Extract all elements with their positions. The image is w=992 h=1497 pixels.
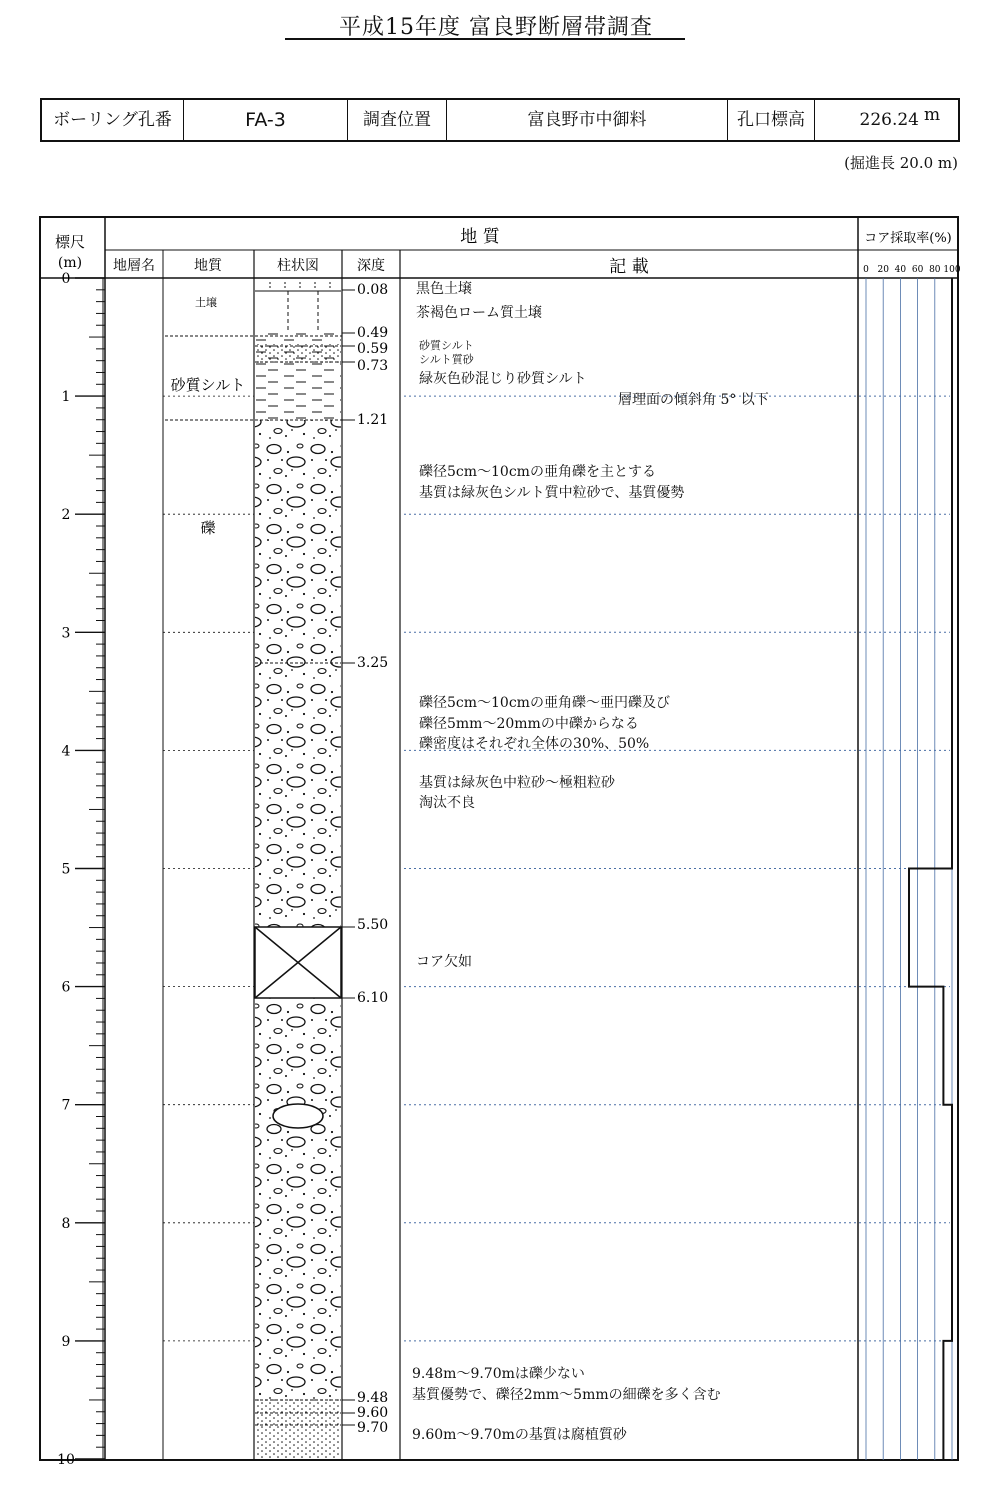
depth-label: 5.50 [357,917,389,933]
description-line: 礫径5mm～20mmの中礫からなる [419,716,639,732]
depth-scale [57,271,105,1468]
scale-label: 8 [61,1215,71,1232]
fine-gravel-layer [255,1399,341,1459]
scale-header: 標尺 [54,233,86,251]
geology-header: 地 質 [460,227,500,247]
silty-sand-layer [255,344,341,364]
depth-label: 3.25 [357,655,389,671]
description-line: 9.60m～9.70mの基質は腐植質砂 [412,1427,627,1443]
depth-label: 0.08 [357,282,389,298]
scale-label: 2 [61,507,71,524]
description-line: シルト質砂 [419,353,474,366]
drilling-length: (掘進長 20.0 m) [844,154,958,172]
scale-label: 6 [61,979,71,996]
description-line: 茶褐色ローム質土壌 [416,305,542,321]
large-cobble [273,1104,323,1128]
depth-label: 9.70 [357,1420,389,1436]
description-line: 砂質シルト [419,339,474,352]
core-tick-label: 80 [929,265,941,275]
page-title: 平成15年度 富良野断層帯調査 [339,15,653,40]
core-tick-label: 60 [911,265,924,275]
location-value: 富良野市中御料 [447,100,728,140]
scale-label: 0 [61,271,71,287]
boring-label: ボーリング孔番 [42,100,184,140]
lithology-gravel: 礫 [200,519,216,537]
elevation-unit: m [924,105,941,125]
table-frame [40,217,961,1460]
elevation-value: 226.24 [859,110,919,130]
soil-layer [255,282,341,333]
depth-label: 1.21 [357,412,389,428]
scale-label: 4 [61,743,71,760]
lithology-sandy-silt: 砂質シルト [170,376,246,394]
depth-label: 6.10 [357,990,389,1006]
depth-label: 9.48 [357,1390,389,1406]
scale-label: 7 [61,1097,71,1114]
core-tick-label: 20 [877,265,889,275]
core-tick-label: 0 [863,265,869,275]
description-line: 緑灰色砂混じり砂質シルト [419,371,587,387]
description-line: 礫径5cm～10cmの亜角礫を主とする [419,464,656,480]
scale-label: 3 [61,625,71,642]
description-line: コア欠如 [416,954,472,970]
gravel-layer-upper [255,420,341,927]
description-line: 基質は緑灰色シルト質中粒砂で、基質優勢 [419,485,685,501]
core-recovery-line [909,278,952,1459]
scale-unit-header: (m) [57,255,83,271]
column-header: 柱状図 [277,258,319,274]
location-label: 調査位置 [348,100,447,140]
depth-label: 0.59 [357,341,389,357]
depth-header: 深度 [357,258,385,274]
lithology-header: 地質 [194,258,222,274]
description-header: 記 載 [609,257,649,277]
core-tick-label: 40 [894,265,907,275]
depth-label: 0.49 [357,325,389,341]
lithology-soil: 土壌 [195,296,217,309]
boring-number: FA-3 [184,100,348,140]
depth-labels [357,282,388,1436]
core-tick-label: 100 [943,265,961,275]
scale-label: 10 [57,1452,75,1468]
description-line: 基質は緑灰色中粒砂～極粗粒砂 [419,775,615,791]
core-recovery-header: コア採取率(%) [864,231,952,246]
core-recovery-ticks [863,265,961,275]
scale-label: 1 [61,389,71,406]
elevation-label: 孔口標高 [728,100,815,140]
gravel-layer-lower [255,998,341,1399]
description-line: 層理面の傾斜角 5° 以下 [618,392,769,408]
core-missing-zone [255,927,341,998]
description-line: 黒色土壌 [416,281,472,297]
depth-label: 0.73 [357,358,389,374]
depth-tick-marks [342,290,355,1425]
description-line: 9.48m～9.70mは礫少ない [412,1366,585,1382]
description-line: 淘汰不良 [419,795,475,811]
stratum-header: 地層名 [113,258,155,274]
description-line: 礫径5cm～10cmの亜角礫～亜円礫及び [419,695,670,711]
scale-label: 5 [61,861,71,878]
description-line: 基質優勢で、礫径2mm～5mmの細礫を多く含む [412,1387,721,1403]
depth-label: 9.60 [357,1405,389,1421]
description-line: 礫密度はそれぞれ全体の30%、50% [419,736,650,752]
scale-label: 9 [61,1333,71,1350]
